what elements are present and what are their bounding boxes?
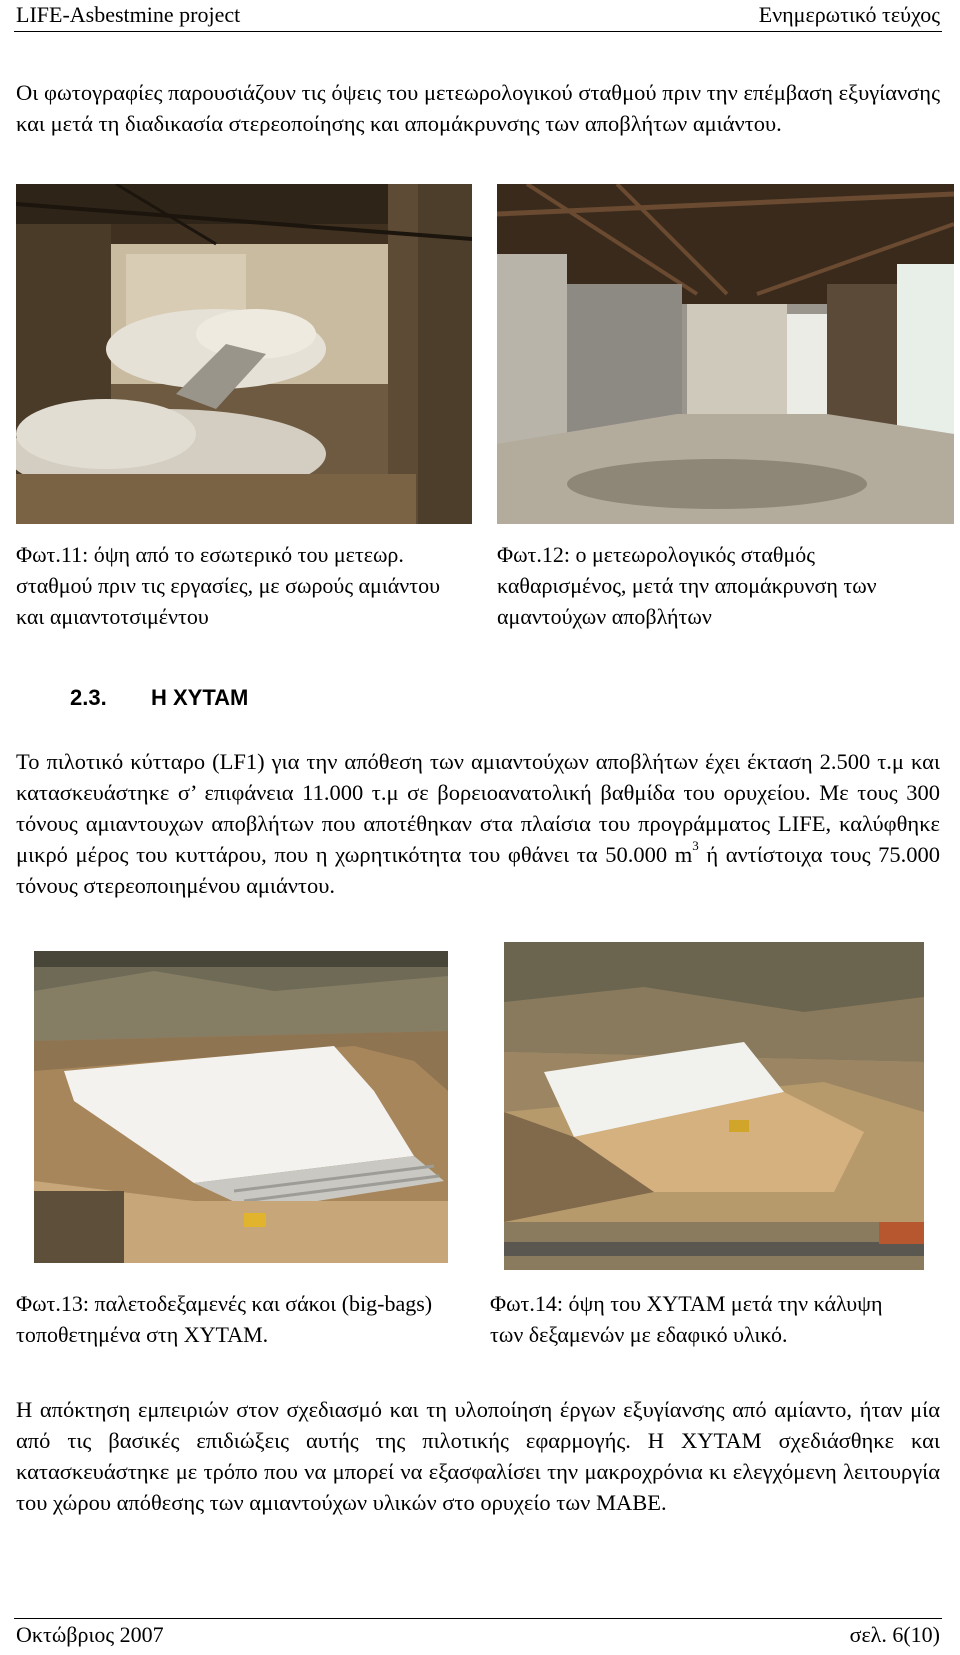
footer-page-number: σελ. 6(10) <box>849 1622 940 1647</box>
cubic-superscript: 3 <box>692 838 699 853</box>
photo-13-landfill-tanks <box>34 951 448 1263</box>
intro-paragraph: Οι φωτογραφίες παρουσιάζουν τις όψεις του μετεωρολογικού σταθμού πριν την επέμβαση εξυγίανσης και μετά τη διαδικασία στερεοποίησης και απομάκρυνσης των αποβλήτων αμιάντου. <box>16 80 940 136</box>
header-project-name: LIFE-Asbestmine project <box>16 2 241 27</box>
caption-photo-13: Φωτ.13: παλετοδεξαμενές και σάκοι (big-bags) τοποθετημένα στη ΧΥΤΑΜ. <box>16 1291 433 1347</box>
para1-text-b: ή αντίστοιχα τους 75.000 τόνους στερεοποιημένου αμιάντου. <box>16 842 940 898</box>
caption-photo-12: Φωτ.12: ο μετεωρολογικός σταθμός καθαρισμένος, μετά την απομάκρυνση των αμαντούχων αποβλήτων <box>497 542 877 629</box>
photo-12-station-cleaned <box>497 184 954 524</box>
caption-photo-11: Φωτ.11: όψη από το εσωτερικό του μετεωρ. σταθμού πριν τις εργασίες, με σωρούς αμιάντου και αμιαντοτσιμέντου <box>16 542 440 629</box>
section-number: 2.3. <box>70 685 107 710</box>
header-document-type: Ενημερωτικό τεύχος <box>758 2 940 27</box>
section-paragraph-2: Η απόκτηση εμπειριών στον σχεδιασμό και τη υλοποίηση έργων εξυγίανσης από αμίαντο, ήταν μία από τις βασικές επιδιώξεις αυτής της πιλοτικής εφαρμογής. Η ΧΥΤΑΜ σχεδιάσθηκε και κατασκευάστηκε με τρόπο που να μπορεί να εξασφαλίσει την μακροχρόνια κι ελεγχόμενη λειτουργία του χώρου απόθεσης των αμιαντούχων υλικών στο ορυχείο των ΜΑΒΕ. <box>16 1397 940 1515</box>
photo-11-interior-before <box>16 184 472 524</box>
para1-text-a: Το πιλοτικό κύτταρο (LF1) για την απόθεση των αμιαντούχων αποβλήτων έχει έκταση 2.500 τ.μ και κατασκευάστηκε σ’ επιφάνεια 11.000 τ.μ σε βορειοανατολική βαθμίδα του ορυχείου. Με τους 300 τόνους αμιαντουχων αποβλήτων που αποτέθηκαν στα πλαίσια του προγράμματος LIFE, καλύφθηκε μικρό μέρος του κυττάρου, που η χωρητικότητα του φθάνει τα 50.000 m <box>16 749 940 867</box>
photo-14-landfill-covered <box>504 942 924 1270</box>
header-rule <box>14 31 942 32</box>
footer-rule <box>14 1618 942 1619</box>
footer-date: Οκτώβριος 2007 <box>16 1622 164 1647</box>
section-paragraph-1 <box>16 746 940 901</box>
section-title: Η ΧΥΤΑΜ <box>151 685 249 710</box>
caption-photo-14: Φωτ.14: όψη του ΧΥΤΑΜ μετά την κάλυψη των δεξαμενών με εδαφικό υλικό. <box>490 1291 883 1347</box>
